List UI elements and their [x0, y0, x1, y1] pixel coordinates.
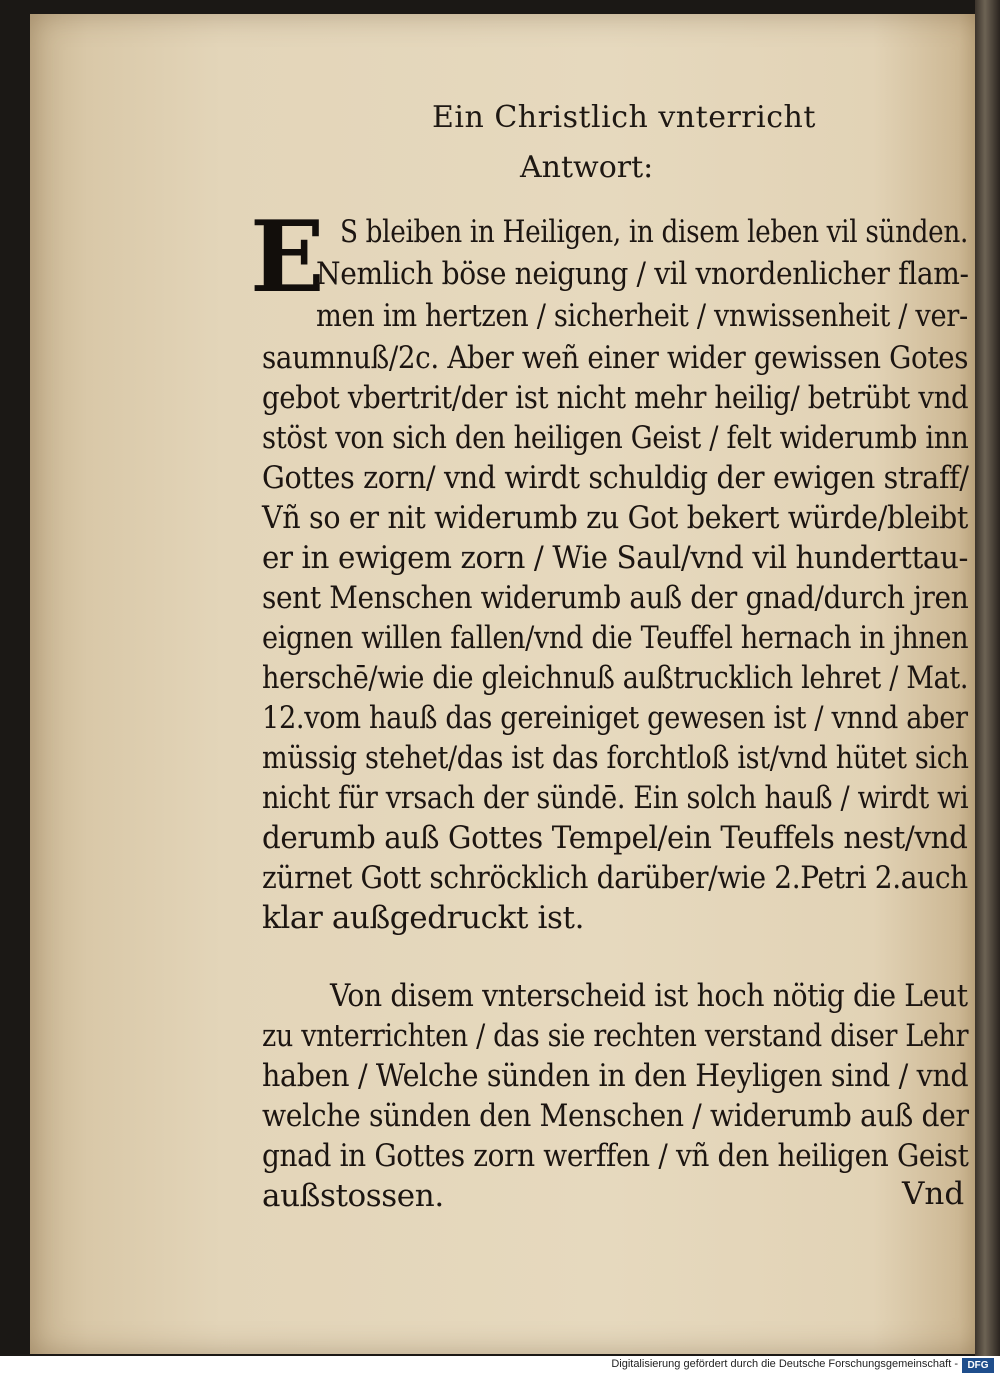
footer-bar — [0, 1356, 1000, 1376]
text-line: nicht für vrsach der sündē. Ein solch hauß / wirdt wi — [262, 780, 969, 816]
text-line: er in ewigem zorn / Wie Saul/vnd vil hunderttau- — [262, 540, 969, 576]
text-line: sent Menschen widerumb auß der gnad/durch jren — [262, 580, 969, 616]
text-line: herschē/wie die gleichnuß außtrucklich lehret / Mat. — [262, 660, 969, 696]
text-line: gebot vbertrit/der ist nicht mehr heilig/ betrübt vnd — [262, 380, 969, 416]
text-line: außstossen. — [262, 1178, 444, 1214]
text-line: stöst von sich den heiligen Geist / felt widerumb inn — [262, 420, 969, 456]
book-spine-edge — [975, 0, 1000, 1356]
text-line: zürnet Gott schröcklich darüber/wie 2.Petri 2.auch — [262, 860, 968, 896]
text-line: haben / Welche sünden in den Heyligen sind / vnd — [262, 1058, 969, 1094]
catchword: Vnd — [902, 1176, 965, 1212]
text-line: S bleiben in Heiligen, in disem leben vil sünden. — [340, 214, 968, 250]
dfg-logo: DFG — [962, 1358, 994, 1373]
text-line: Nemlich böse neigung / vil vnordenlicher flam- — [316, 256, 969, 292]
section-heading: Antwort: — [520, 150, 654, 185]
text-line: Vñ so er nit widerumb zu Got bekert würde/bleibt — [262, 500, 969, 536]
decorated-initial: E — [250, 200, 325, 315]
text-line: müssig stehet/das ist das forchtloß ist/vnd hütet sich — [262, 740, 969, 776]
text-line: zu vnterrichten / das sie rechten verstand diser Lehr — [262, 1018, 969, 1054]
text-line: men im hertzen / sicherheit / vnwissenheit / ver- — [316, 298, 968, 334]
running-head: Ein Christlich vnterricht — [432, 100, 816, 135]
text-line: klar außgedruckt ist. — [262, 900, 585, 936]
text-line: derumb auß Gottes Tempel/ein Teuffels nest/vnd — [262, 820, 968, 856]
funding-notice: Digitalisierung gefördert durch die Deutsche Forschungsgemeinschaft - — [611, 1358, 958, 1370]
text-line: saumnuß/2c. Aber weñ einer wider gewissen Gotes — [262, 340, 969, 376]
text-line: Gottes zorn/ vnd wirdt schuldig der ewigen straff/ — [262, 460, 969, 496]
text-line: gnad in Gottes zorn werffen / vñ den heiligen Geist — [262, 1138, 969, 1174]
text-line: 12.vom hauß das gereiniget gewesen ist / vnnd aber — [262, 700, 968, 736]
text-line: welche sünden den Menschen / widerumb auß der — [262, 1098, 969, 1134]
text-line: eignen willen fallen/vnd die Teuffel hernach in jhnen — [262, 620, 969, 656]
text-line: Von disem vnterscheid ist hoch nötig die Leut — [330, 978, 968, 1014]
